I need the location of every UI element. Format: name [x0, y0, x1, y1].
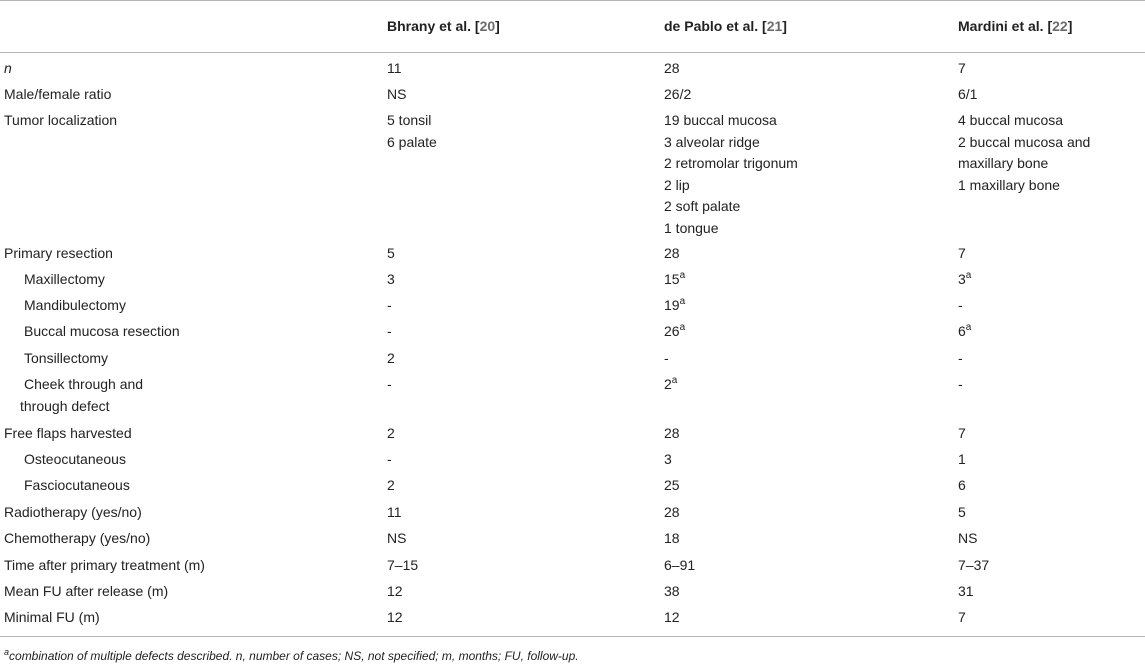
cell: 2 [387, 477, 395, 493]
footnote-marker: a [4, 647, 10, 657]
table-top-rule [0, 0, 1145, 1]
cell: 15$^a$ [664, 270, 686, 287]
cell: - [387, 323, 392, 339]
reference-link-22[interactable]: 22 [1052, 18, 1068, 34]
footnote-marker: a [679, 322, 686, 333]
table-bottom-rule [0, 636, 1145, 637]
cell: 7–37 [958, 557, 990, 573]
cell: 26$^a$ [664, 322, 686, 339]
row-label: Osteocutaneous [24, 451, 126, 467]
cell: - [958, 376, 963, 392]
cell: 2 [387, 425, 395, 441]
cell: 19 buccal mucosa 3 alveolar ridge 2 retromolar trigonum 2 lip 2 soft palate 1 tongue [664, 112, 798, 236]
cell: 5 [958, 504, 966, 520]
cell: - [958, 350, 963, 366]
cell: 31 [958, 583, 974, 599]
cell: 28 [664, 60, 680, 76]
cell: 1 [958, 451, 966, 467]
cell: 28 [664, 425, 680, 441]
reference-link-20[interactable]: 20 [479, 18, 496, 34]
cell: 18 [664, 530, 680, 546]
row-label: Buccal mucosa resection [24, 323, 180, 339]
cell: 5 tonsil 6 palate [387, 112, 437, 150]
column-header-mardini: Mardini et al. [22] [958, 18, 1073, 34]
row-label: Mandibulectomy [24, 297, 126, 313]
cell: 3 [664, 451, 672, 467]
cell: 7–15 [387, 557, 419, 573]
row-label: Chemotherapy (yes/no) [4, 530, 151, 546]
cell: - [664, 350, 669, 366]
cell: - [387, 451, 392, 467]
row-label: Maxillectomy [24, 271, 105, 287]
footnote-marker: a [965, 270, 972, 281]
cell: 6–91 [664, 557, 696, 573]
cell: 4 buccal mucosa 2 buccal mucosa and maxillary bone 1 maxillary bone [958, 112, 1091, 193]
cell: 26/2 [664, 86, 692, 102]
row-label: n [4, 60, 12, 76]
column-header-de-pablo: de Pablo et al. [21] [664, 18, 787, 34]
cell: - [958, 297, 963, 313]
cell: 3 [387, 271, 395, 287]
cell: 12 [387, 609, 403, 625]
cell: 11 [387, 504, 402, 520]
row-label: Male/female ratio [4, 86, 112, 102]
column-header-bhrany: Bhrany et al. [20] [387, 18, 500, 34]
cell: 2 [387, 350, 395, 366]
footnote-marker: a [965, 322, 972, 333]
cell: 28 [664, 245, 680, 261]
row-label: Mean FU after release (m) [4, 583, 169, 599]
cell: 28 [664, 504, 680, 520]
cell: NS [958, 530, 978, 546]
cell: NS [387, 86, 407, 102]
row-label: Cheek through and through defect [20, 376, 144, 414]
table-header-rule [0, 52, 1145, 53]
cell: 7 [958, 609, 966, 625]
row-label: Tonsillectomy [24, 350, 109, 366]
cell: 2$^a$ [664, 375, 678, 392]
cell: NS [387, 530, 407, 546]
cell: 7 [958, 425, 966, 441]
cell: - [387, 376, 392, 392]
cell: 3$^a$ [958, 270, 972, 287]
cell: 12 [664, 609, 680, 625]
cell: 38 [664, 583, 680, 599]
reference-link-21[interactable]: 21 [766, 18, 783, 34]
row-label: Primary resection [4, 245, 113, 261]
cell: 12 [387, 583, 403, 599]
cell: 6/1 [958, 86, 978, 102]
footnote-marker: a [679, 270, 686, 281]
cell: 11 [387, 60, 402, 76]
cell: 6$^a$ [958, 322, 972, 339]
row-label: Time after primary treatment (m) [4, 557, 205, 573]
row-label: Fasciocutaneous [24, 477, 130, 493]
table-footnote: $^a$combination of multiple defects described. n, number of cases; NS, not specified; m, months; FU, follow-up. [4, 647, 579, 663]
row-label: Minimal FU (m) [4, 609, 100, 625]
cell: 19$^a$ [664, 296, 686, 313]
footnote-marker: a [679, 296, 686, 307]
cell: 6 [958, 477, 966, 493]
cell: 7 [958, 245, 966, 261]
row-label: Tumor localization [4, 112, 118, 128]
cell: 25 [664, 477, 680, 493]
row-label: Radiotherapy (yes/no) [4, 504, 142, 520]
cell: 7 [958, 60, 966, 76]
footnote-marker: a [671, 375, 678, 386]
row-label: Free flaps harvested [4, 425, 132, 441]
cell: 5 [387, 245, 395, 261]
cell: - [387, 297, 392, 313]
